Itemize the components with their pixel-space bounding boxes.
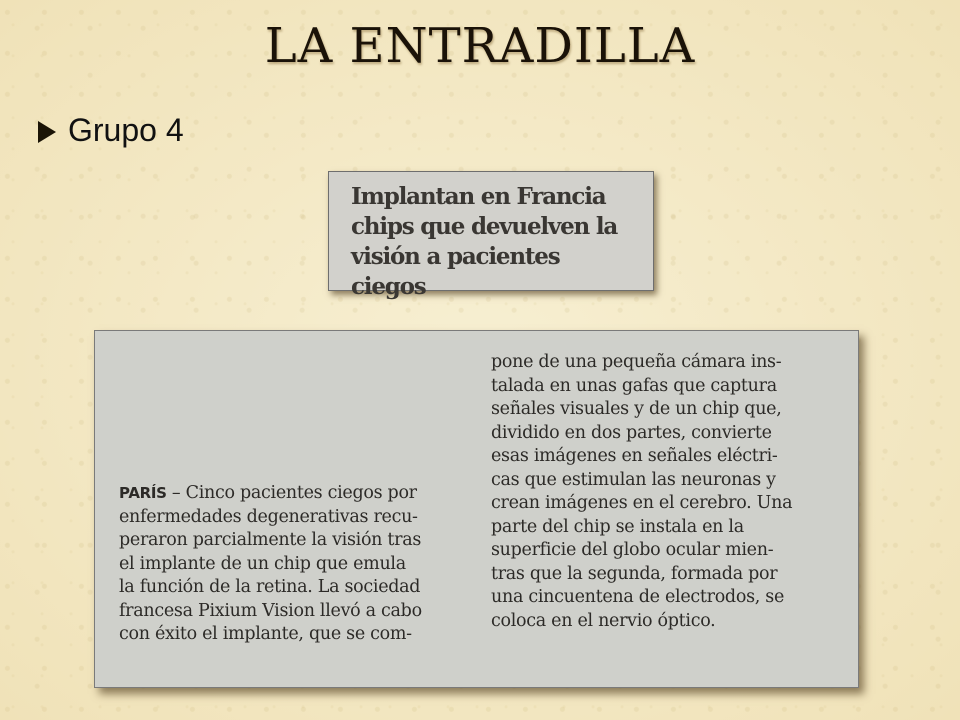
article-line: dividido en dos partes, convierte [491,422,772,443]
article-line: crean imágenes en el cerebro. Una [491,493,793,513]
slide-title: LA ENTRADILLA [264,18,696,74]
article-line: talada en unas gafas que captura [491,375,777,396]
article-line: enfermedades degenerativas recu- [119,506,418,527]
article-column-left [119,482,467,647]
headline-line: visión a pacientes ciegos [351,243,560,300]
article-line: una cincuentena de electrodos, se [491,587,785,607]
dateline: PARÍS [119,484,167,502]
article-line: tras que la segunda, formada por [491,563,778,584]
article-line-text: Cinco pacientes ciegos por [185,483,417,503]
headline-line: chips que devuelven la [351,213,618,240]
article-line: con éxito el implante, que se com- [119,624,412,644]
article-column-right [491,351,839,633]
dateline-dash: – [166,483,186,503]
article-line: el implante de un chip que emula [119,553,406,574]
article-line: la función de la retina. La sociedad [119,577,421,597]
article-clipping [94,330,859,688]
article-line: superficie del globo ocular mien- [491,540,774,560]
headline-clipping [328,171,654,300]
article-line: cas que estimulan las neuronas y [491,469,776,490]
article-line: pone de una pequeña cámara ins- [491,352,782,372]
article-line: señales visuales y de un chip que, [491,399,782,419]
article-line: esas imágenes en señales eléctri- [491,446,778,466]
headline-line: Implantan en Francia [351,183,606,210]
arrow-bullet-icon [38,121,56,143]
article-line: coloca en el nervio óptico. [491,610,716,631]
bullet-text: Grupo 4 [68,112,184,148]
article-line: parte del chip se instala en la [491,516,744,537]
article-line [119,482,467,506]
article-line: francesa Pixium Vision llevó a cabo [119,600,422,621]
article-line: peraron parcialmente la visión tras [119,530,422,550]
bullet-item [38,112,184,149]
